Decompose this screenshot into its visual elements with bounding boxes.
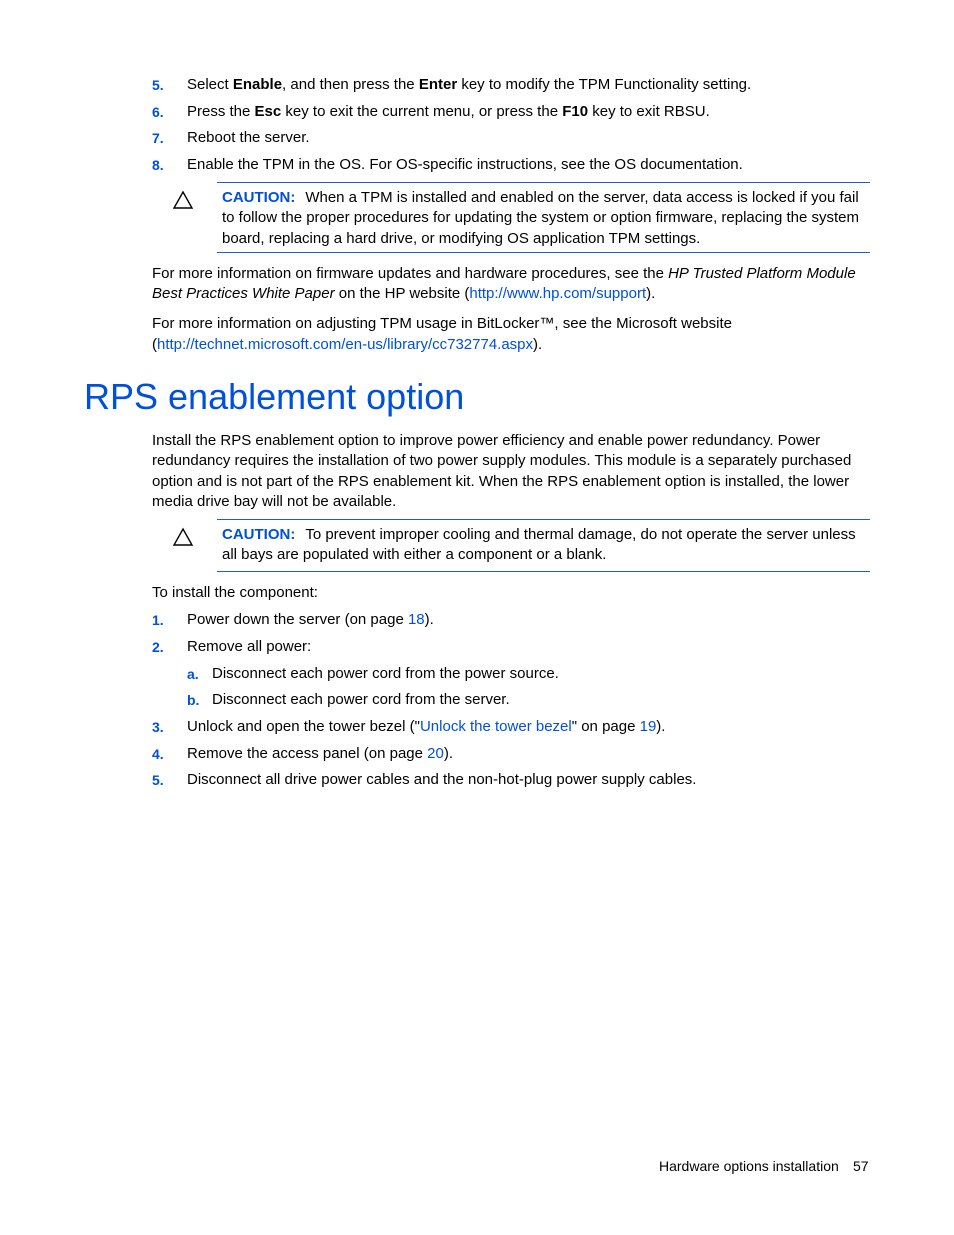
install-step-2b: b. [187, 692, 200, 708]
caution-box: CAUTION: When a TPM is installed and enabled on the server, data access is locked if you fail to follow the proper procedures for updating the system or option firmware, replacing the system board, replacing a hard drive, or modifying OS application TPM settings. [217, 182, 870, 253]
step-5-text: Select Enable, and then press the Enter key to modify the TPM Functionality setting. [187, 76, 752, 93]
caution-triangle-icon [172, 190, 194, 210]
caution-box: CAUTION: To prevent improper cooling and thermal damage, do not operate the server unless all bays are populated with either a component or a blank. [217, 519, 870, 572]
step-6 [152, 102, 164, 123]
page-link-20[interactable]: 20 [427, 745, 444, 762]
install-step-3: 3. [152, 719, 164, 735]
microsoft-technet-link[interactable]: http://technet.microsoft.com/en-us/library/cc732774.aspx [157, 336, 534, 353]
intro-paragraph: Install the RPS enablement option to improve power efficiency and enable power redundancy. Power [152, 432, 821, 449]
install-step-2: 2. [152, 639, 164, 655]
paragraph-firmware-info: For more information on firmware updates and hardware procedures, see the HP Trusted Platform Module [152, 265, 856, 282]
section-heading: RPS enablement option [84, 376, 465, 417]
paragraph-bitlocker-info: For more information on adjusting TPM usage in BitLocker™, see the Microsoft website [152, 315, 732, 332]
step-number: 5. [152, 77, 164, 93]
step-number: 8. [152, 157, 164, 173]
install-step-2a: a. [187, 666, 199, 682]
hp-support-link[interactable]: http://www.hp.com/support [469, 285, 647, 302]
step-8 [152, 155, 164, 176]
step-6-text: Press the Esc key to exit the current menu, or press the F10 key to exit RBSU. [187, 103, 710, 120]
step-5 [152, 75, 164, 96]
step-8-text: Enable the TPM in the OS. For OS-specific instructions, see the OS documentation. [187, 156, 743, 173]
unlock-tower-bezel-link[interactable]: Unlock the tower bezel [419, 718, 572, 735]
page-link-19[interactable]: 19 [639, 718, 657, 735]
caution-label: CAUTION: [222, 526, 296, 543]
footer-page-number: 57 [853, 1158, 869, 1174]
install-step-4: 4. [152, 746, 164, 762]
step-7-text: Reboot the server. [187, 129, 310, 146]
install-step-5: 5. [152, 772, 164, 788]
caution-label: CAUTION: [222, 189, 296, 206]
step-number: 7. [152, 130, 164, 146]
caution-triangle-icon [172, 527, 194, 547]
footer-section: Hardware options installation [659, 1158, 839, 1174]
page-link-18[interactable]: 18 [407, 611, 425, 628]
step-number: 6. [152, 104, 164, 120]
install-intro: To install the component: [152, 584, 318, 601]
step-7 [152, 128, 164, 149]
install-step-1: 1. [152, 612, 164, 628]
